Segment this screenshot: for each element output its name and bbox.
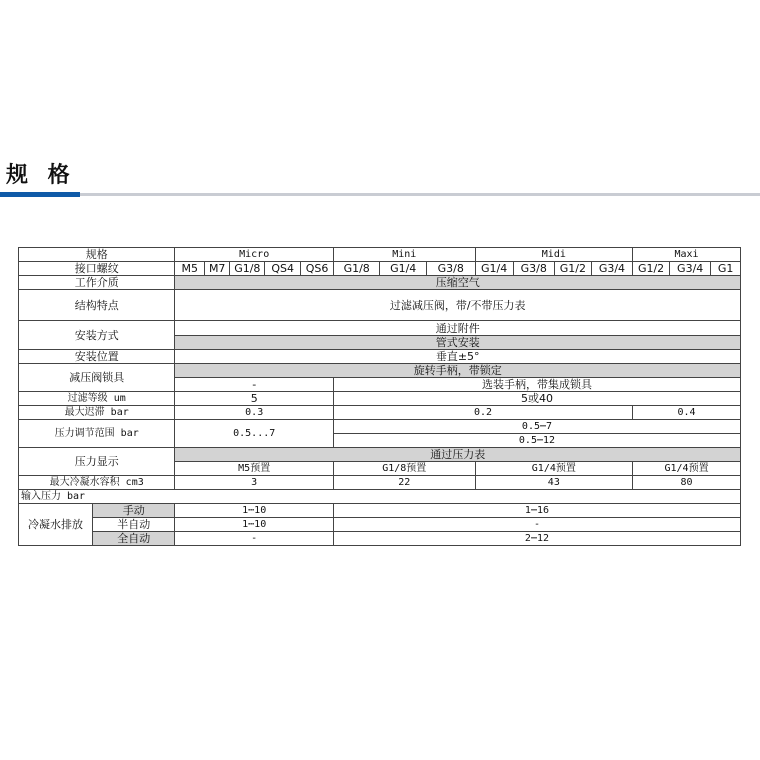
table-row xyxy=(19,476,741,490)
filter-rest: 5或40 xyxy=(333,392,740,406)
table-row xyxy=(19,504,741,518)
port-cell: G1/4 xyxy=(380,262,427,276)
table-row xyxy=(19,490,741,504)
pressure-range-label: 压力调节范围 bar xyxy=(19,420,175,448)
port-cell: G3/4 xyxy=(591,262,632,276)
series-midi: Midi xyxy=(475,248,633,262)
table-row xyxy=(19,392,741,406)
drain-semi-rest: - xyxy=(333,518,740,532)
port-cell: G3/4 xyxy=(670,262,711,276)
series-micro: Micro xyxy=(175,248,334,262)
drain-semi-micro: 1⋯10 xyxy=(175,518,334,532)
page-title: 规 格 xyxy=(6,163,76,188)
port-cell: G1/8 xyxy=(333,262,380,276)
port-cell: QS4 xyxy=(265,262,301,276)
medium-label: 工作介质 xyxy=(19,276,175,290)
gauge-maxi: G1/4预置 xyxy=(633,462,741,476)
table-row xyxy=(19,406,741,420)
position-label: 安装位置 xyxy=(19,350,175,364)
table-row xyxy=(19,448,741,462)
table-row xyxy=(19,262,741,276)
table-row xyxy=(19,420,741,434)
table-row xyxy=(19,276,741,290)
filter-micro: 5 xyxy=(175,392,334,406)
drain-manual-micro: 1⋯10 xyxy=(175,504,334,518)
condensate-volume-label: 最大冷凝水容积 cm3 xyxy=(19,476,175,490)
mounting-value: 通过附件 xyxy=(175,321,741,336)
condensate-volume-midi: 43 xyxy=(475,476,633,490)
filter-label: 过滤等级 um xyxy=(19,392,175,406)
drain-auto-label: 全自动 xyxy=(92,532,174,546)
drain-auto-rest: 2⋯12 xyxy=(333,532,740,546)
port-cell: QS6 xyxy=(301,262,334,276)
table-row xyxy=(19,532,741,546)
port-cell: G1/2 xyxy=(554,262,591,276)
port-cell: G1 xyxy=(711,262,741,276)
gauge-label: 压力显示 xyxy=(19,448,175,476)
header-label: 规格 xyxy=(19,248,175,262)
lock-all: 旋转手柄，带锁定 xyxy=(175,364,741,378)
hysteresis-label: 最大迟滞 bar xyxy=(19,406,175,420)
port-cell: G1/2 xyxy=(633,262,670,276)
mounting-value: 管式安装 xyxy=(175,336,741,350)
gauge-mini: G1/8预置 xyxy=(333,462,475,476)
medium-value: 压缩空气 xyxy=(175,276,741,290)
hysteresis-mini-midi: 0.2 xyxy=(333,406,632,420)
gauge-all: 通过压力表 xyxy=(175,448,741,462)
pressure-range-value: 0.5⋯12 xyxy=(333,434,740,448)
gauge-micro: M5预置 xyxy=(175,462,334,476)
ports-label: 接口螺纹 xyxy=(19,262,175,276)
pressure-range-value: 0.5⋯7 xyxy=(333,420,740,434)
port-cell: M5 xyxy=(175,262,205,276)
table-row xyxy=(19,364,741,378)
hysteresis-micro: 0.3 xyxy=(175,406,334,420)
table-row xyxy=(19,248,741,262)
condensate-volume-micro: 3 xyxy=(175,476,334,490)
gauge-midi: G1/4预置 xyxy=(475,462,633,476)
table-row xyxy=(19,290,741,321)
port-cell: G3/8 xyxy=(426,262,475,276)
port-cell: G1/8 xyxy=(230,262,265,276)
lock-rest: 选装手柄，带集成锁具 xyxy=(333,378,740,392)
series-mini: Mini xyxy=(333,248,475,262)
drain-label: 冷凝水排放 xyxy=(19,504,93,546)
lock-micro: - xyxy=(175,378,334,392)
lock-label: 减压阀锁具 xyxy=(19,364,175,392)
port-cell: G3/8 xyxy=(513,262,554,276)
table-row xyxy=(19,350,741,364)
drain-manual-rest: 1⋯16 xyxy=(333,504,740,518)
condensate-volume-mini: 22 xyxy=(333,476,475,490)
table-row xyxy=(19,321,741,336)
spec-table xyxy=(18,247,741,546)
table-row xyxy=(19,518,741,532)
input-pressure-label: 输入压力 bar xyxy=(19,490,741,504)
construction-label: 结构特点 xyxy=(19,290,175,321)
title-divider xyxy=(0,193,760,196)
position-value: 垂直±5° xyxy=(175,350,741,364)
condensate-volume-maxi: 80 xyxy=(633,476,741,490)
title-divider-accent xyxy=(0,192,80,197)
construction-value: 过滤减压阀，带/不带压力表 xyxy=(175,290,741,321)
series-maxi: Maxi xyxy=(633,248,741,262)
port-cell: M7 xyxy=(205,262,230,276)
hysteresis-maxi: 0.4 xyxy=(633,406,741,420)
drain-manual-label: 手动 xyxy=(92,504,174,518)
mounting-label: 安装方式 xyxy=(19,321,175,350)
pressure-range-micro: 0.5...7 xyxy=(175,420,334,448)
drain-auto-micro: - xyxy=(175,532,334,546)
drain-semi-label: 半自动 xyxy=(92,518,174,532)
port-cell: G1/4 xyxy=(475,262,513,276)
